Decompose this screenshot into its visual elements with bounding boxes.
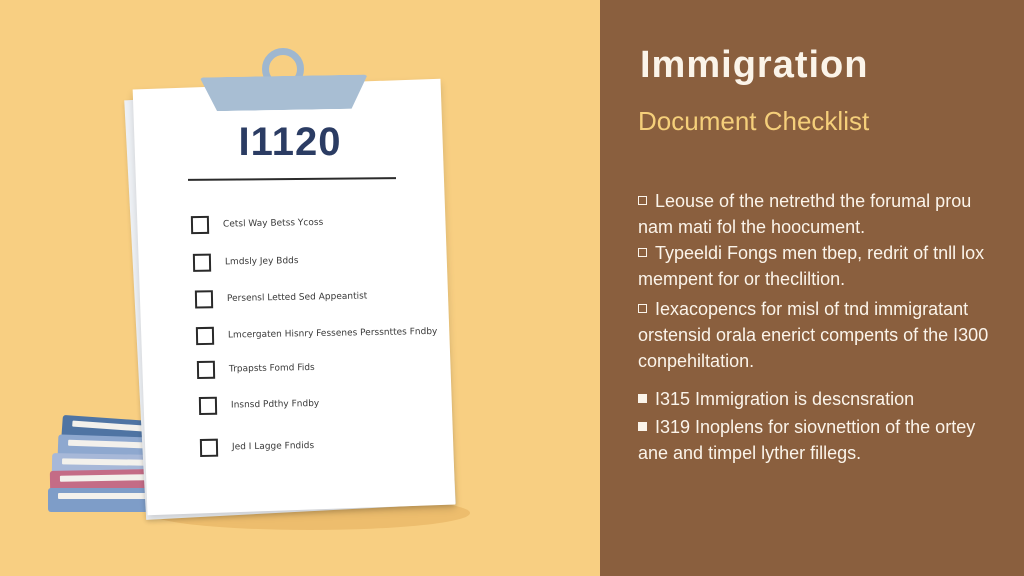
checklist-item-label: Lmcergaten Hisnry Fessenes Perssnttes Fndby <box>227 326 438 341</box>
bullet-outline-icon <box>638 248 647 257</box>
checklist-item <box>200 437 314 457</box>
checklist-item <box>199 395 320 415</box>
clipboard-clip-icon <box>200 75 369 112</box>
list-item-text: Leouse of the netrethd the forumal prou nam mati fol the hoocument. <box>638 191 972 237</box>
checklist-item <box>195 287 368 308</box>
page-title: Immigration <box>640 44 869 86</box>
checkbox[interactable] <box>195 290 213 308</box>
page-subtitle: Document Checklist <box>638 106 870 136</box>
bullet-filled-icon <box>638 422 647 431</box>
list-item <box>638 240 1008 292</box>
checkbox[interactable] <box>199 397 217 415</box>
checklist-item-label: Trpapsts Fomd Fids <box>228 362 315 375</box>
list-item-text: Typeeldi Fongs men tbep, redrit of tnll lox mempent for or thecliltion. <box>638 243 985 289</box>
bullet-outline-icon <box>638 196 647 205</box>
list-item <box>638 414 1008 466</box>
checklist-item-label: Insnsd Pdthy Fndby <box>230 398 320 411</box>
form-number: I1120 <box>238 120 342 164</box>
list-item-text: Iexacopencs for misl of tnd immigratant orstensid orala enerict compents of the I300 conpehiltation. <box>638 299 989 371</box>
checklist-item-label: Jed I Lagge Fndids <box>231 441 315 453</box>
checklist-item-label: Cetsl Way Betss Ycoss <box>222 217 324 230</box>
checkbox[interactable] <box>197 361 215 379</box>
list-item-text: I315 Immigration is descnsration <box>655 389 915 409</box>
checklist-item <box>193 252 299 272</box>
checkbox[interactable] <box>200 439 218 457</box>
checklist-item <box>191 214 324 234</box>
checkbox[interactable] <box>191 216 209 234</box>
checkbox[interactable] <box>193 254 211 272</box>
list-item <box>638 188 1008 240</box>
checklist-item <box>197 359 315 379</box>
bullet-filled-icon <box>638 394 647 403</box>
checklist-item-label: Lmdsly Jey Bdds <box>224 256 299 268</box>
checkbox[interactable] <box>196 327 214 345</box>
checklist-item-label: Persensl Letted Sed Appeantist <box>226 291 368 304</box>
list-item-text: I319 Inoplens for siovnettion of the ortey ane and timpel lyther fillegs. <box>638 417 976 463</box>
bullet-outline-icon <box>638 304 647 313</box>
list-item <box>638 386 1008 412</box>
list-item <box>638 296 1008 374</box>
